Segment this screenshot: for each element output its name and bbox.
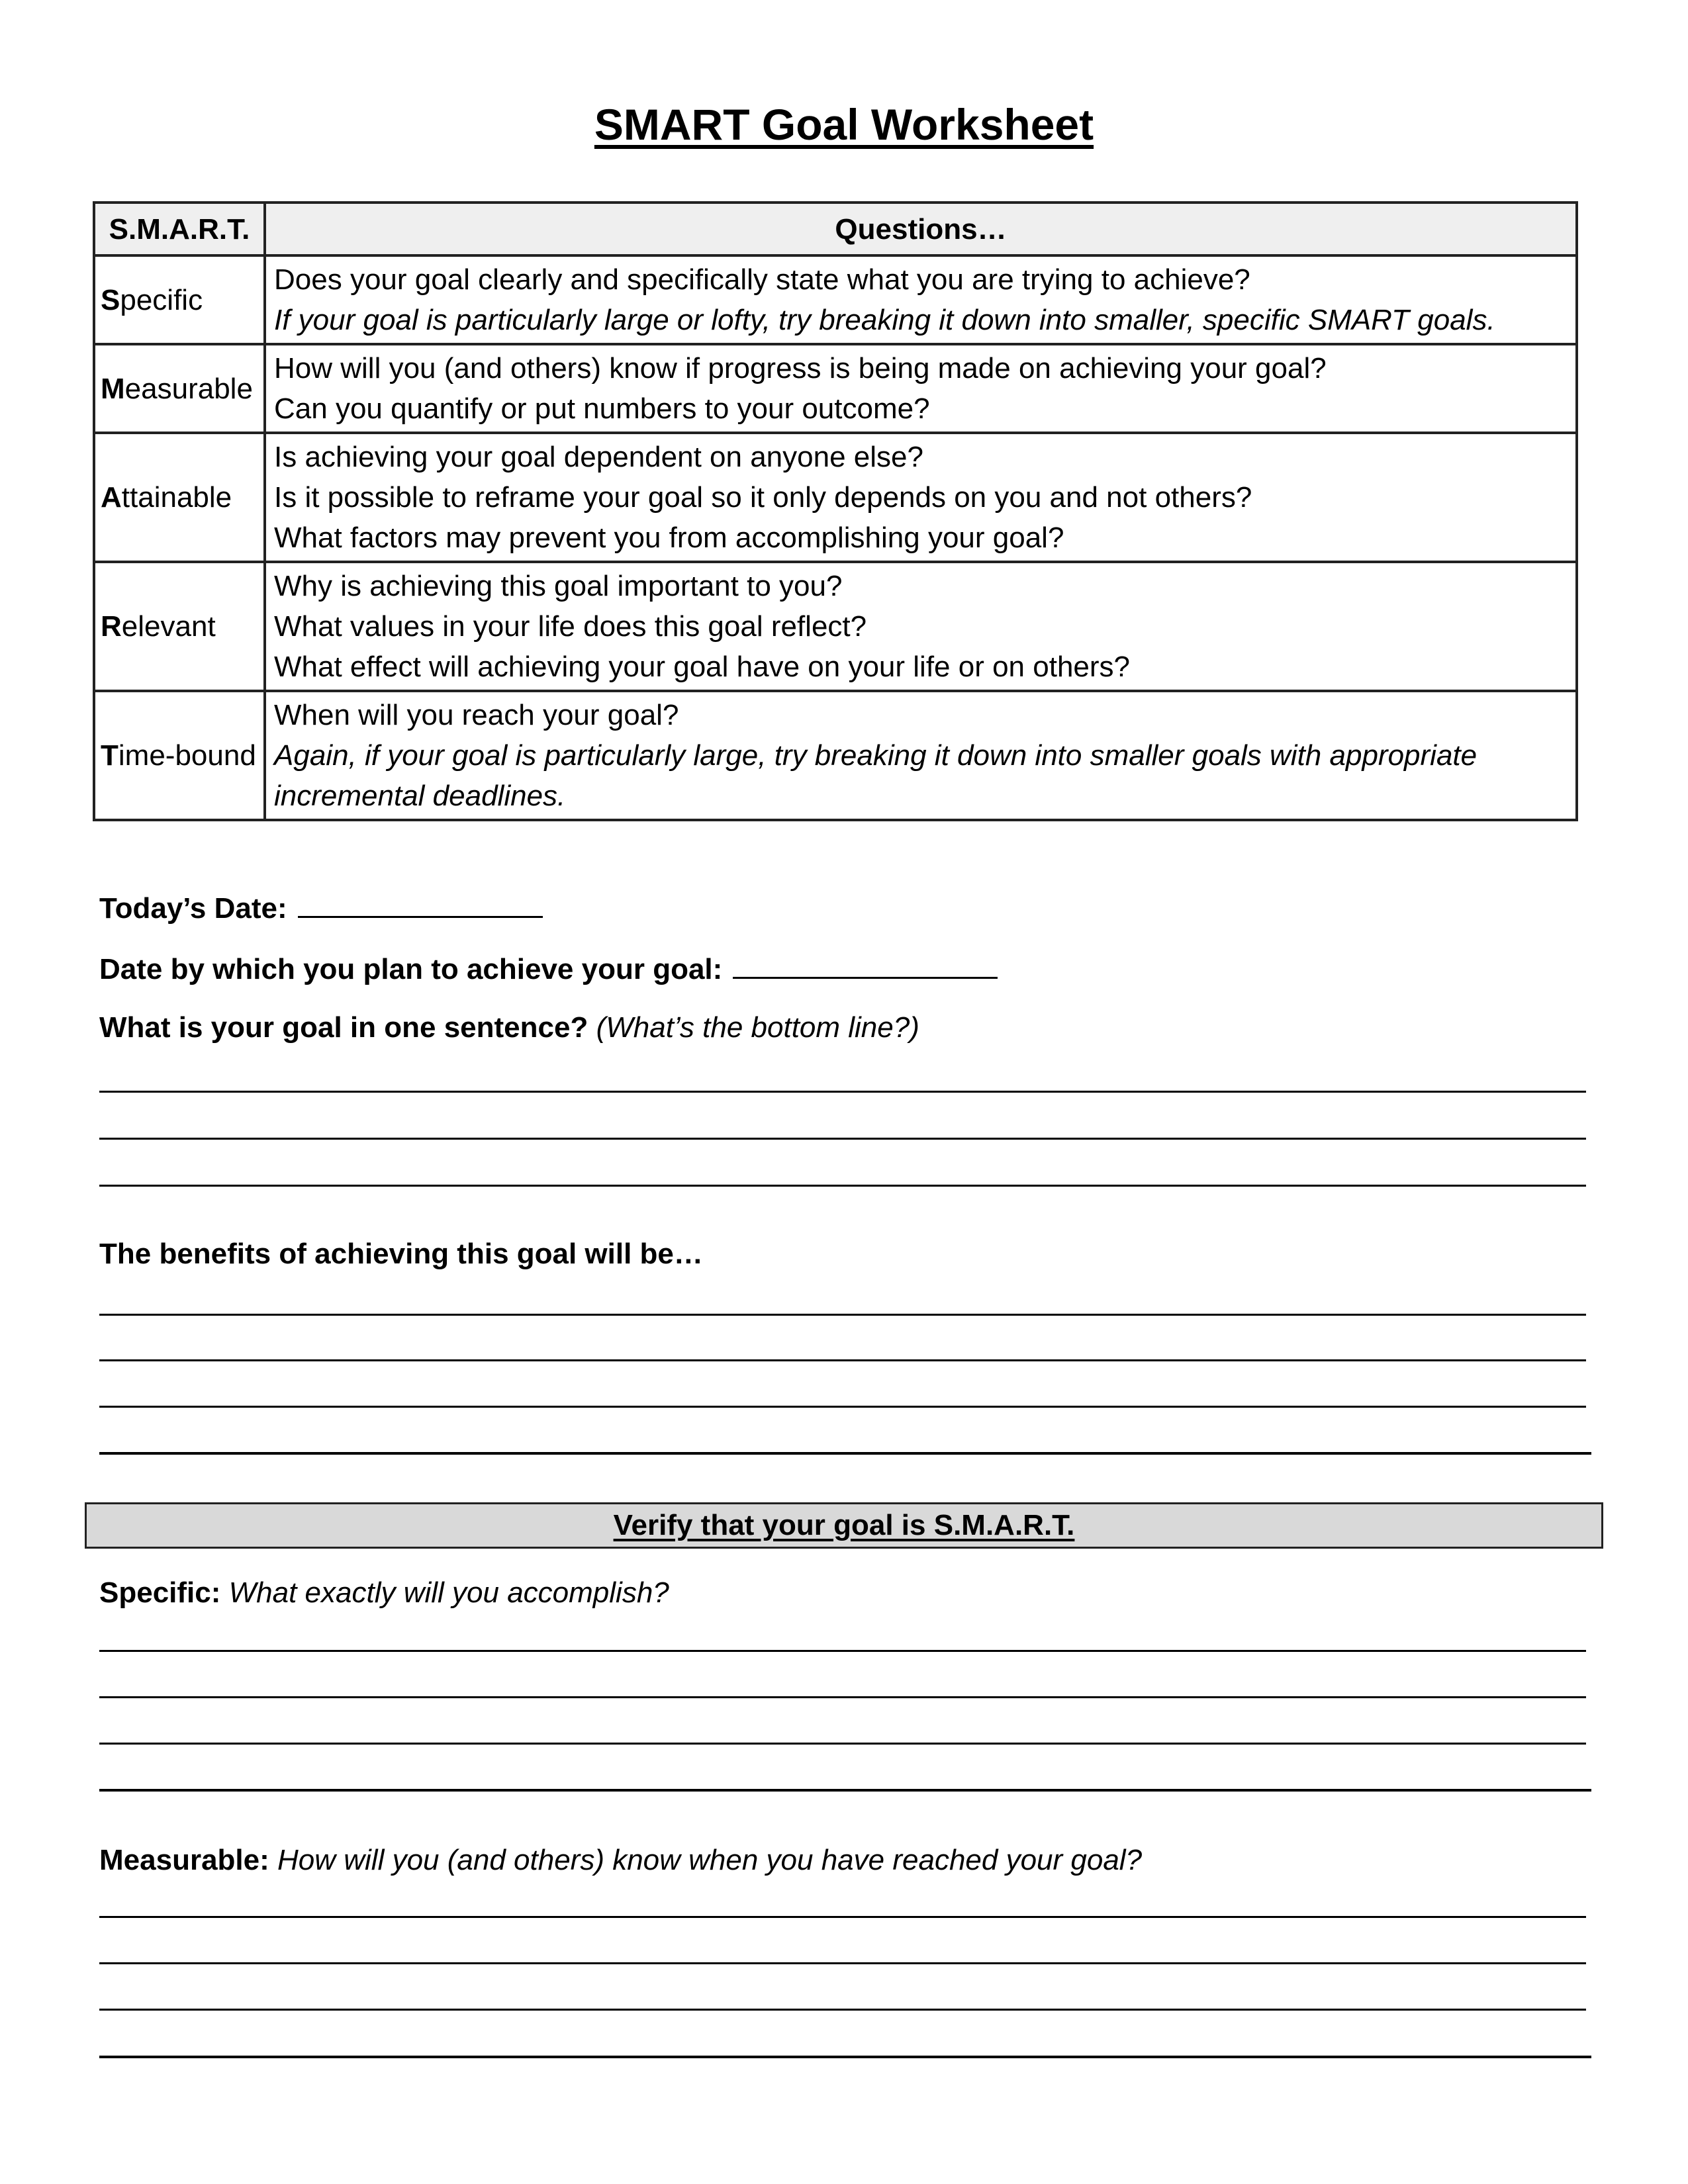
benefits-writing-line[interactable] xyxy=(99,1406,1586,1408)
table-row-specific xyxy=(94,255,1577,344)
question-line: How will you (and others) know if progress is being made on achieving your goal? xyxy=(274,352,1327,385)
measurable-writing-line[interactable] xyxy=(99,1916,1586,1918)
criterion-time-bound xyxy=(94,691,265,820)
criterion-rest: pecific xyxy=(120,283,203,316)
measurable-writing-line[interactable] xyxy=(99,2009,1586,2011)
column-header-smart: S.M.A.R.T. xyxy=(94,203,265,255)
measurable-field xyxy=(99,1844,1142,1877)
specific-label: Specific: xyxy=(99,1576,221,1609)
criterion-initial: S xyxy=(101,283,120,316)
question-line-note: If your goal is particularly large or lofty, try breaking it down into smaller, specific SMART goals. xyxy=(274,304,1495,336)
goal-writing-line[interactable] xyxy=(99,1185,1586,1187)
criterion-measurable xyxy=(94,344,265,433)
benefits-writing-line[interactable] xyxy=(99,1314,1586,1316)
table-row-measurable xyxy=(94,344,1577,433)
specific-writing-line[interactable] xyxy=(99,1743,1586,1745)
criterion-questions xyxy=(265,344,1577,433)
goal-sentence-label: What is your goal in one sentence? xyxy=(99,1011,588,1044)
benefits-field xyxy=(99,1238,703,1271)
measurable-writing-line[interactable] xyxy=(99,2056,1591,2058)
criterion-specific xyxy=(94,255,265,344)
table-row-attainable xyxy=(94,433,1577,562)
goal-writing-line[interactable] xyxy=(99,1138,1586,1140)
measurable-label: Measurable: xyxy=(99,1844,269,1876)
criterion-rest: easurable xyxy=(124,372,253,405)
question-line: What effect will achieving your goal have on your life or on others? xyxy=(274,651,1131,683)
question-line: Does your goal clearly and specifically state what you are trying to achieve? xyxy=(274,263,1250,296)
benefits-writing-line[interactable] xyxy=(99,1359,1586,1361)
todays-date-blank[interactable] xyxy=(298,889,543,918)
criterion-rest: elevant xyxy=(121,610,216,643)
goal-sentence-field xyxy=(99,1011,919,1044)
criterion-attainable xyxy=(94,433,265,562)
criterion-questions xyxy=(265,255,1577,344)
target-date-blank[interactable] xyxy=(733,950,998,979)
specific-writing-line[interactable] xyxy=(99,1789,1591,1792)
criterion-rest: ttainable xyxy=(121,481,232,514)
goal-sentence-hint: (What’s the bottom line?) xyxy=(596,1011,919,1044)
question-line: What factors may prevent you from accomplishing your goal? xyxy=(274,522,1064,554)
verify-banner-text: Verify that your goal is S.M.A.R.T. xyxy=(613,1509,1075,1541)
page-title: SMART Goal Worksheet xyxy=(594,100,1094,149)
target-date-label: Date by which you plan to achieve your goal: xyxy=(99,953,723,985)
question-line: When will you reach your goal? xyxy=(274,699,679,731)
criterion-questions xyxy=(265,433,1577,562)
question-line: What values in your life does this goal reflect? xyxy=(274,610,867,643)
smart-criteria-table xyxy=(93,201,1578,821)
question-line-note: Again, if your goal is particularly large, try breaking it down into smaller goals with appropriate xyxy=(274,739,1477,772)
specific-hint: What exactly will you accomplish? xyxy=(228,1576,669,1609)
table-header-row xyxy=(94,203,1577,255)
question-line: Can you quantify or put numbers to your outcome? xyxy=(274,392,930,425)
benefits-writing-line[interactable] xyxy=(99,1452,1591,1455)
measurable-writing-line[interactable] xyxy=(99,1962,1586,1964)
specific-field xyxy=(99,1576,669,1610)
specific-writing-line[interactable] xyxy=(99,1650,1586,1652)
criterion-questions xyxy=(265,562,1577,691)
criterion-initial: T xyxy=(101,739,118,772)
table-row-time-bound xyxy=(94,691,1577,820)
criterion-initial: R xyxy=(101,610,122,643)
criterion-rest: ime-bound xyxy=(118,739,256,772)
column-header-questions: Questions… xyxy=(265,203,1577,255)
todays-date-field xyxy=(99,889,543,925)
benefits-label: The benefits of achieving this goal will be… xyxy=(99,1238,703,1270)
question-line: Is it possible to reframe your goal so it only depends on you and not others? xyxy=(274,481,1252,514)
criterion-relevant xyxy=(94,562,265,691)
target-date-field xyxy=(99,950,998,986)
question-line-note: incremental deadlines. xyxy=(274,780,566,812)
criterion-questions xyxy=(265,691,1577,820)
verify-banner xyxy=(85,1502,1603,1549)
criterion-initial: A xyxy=(101,481,122,514)
goal-writing-line[interactable] xyxy=(99,1091,1586,1093)
question-line: Is achieving your goal dependent on anyone else? xyxy=(274,441,923,473)
todays-date-label: Today’s Date: xyxy=(99,892,287,925)
table-row-relevant xyxy=(94,562,1577,691)
question-line: Why is achieving this goal important to you? xyxy=(274,570,843,602)
specific-writing-line[interactable] xyxy=(99,1696,1586,1698)
measurable-hint: How will you (and others) know when you have reached your goal? xyxy=(277,1844,1143,1876)
criterion-initial: M xyxy=(101,372,125,405)
